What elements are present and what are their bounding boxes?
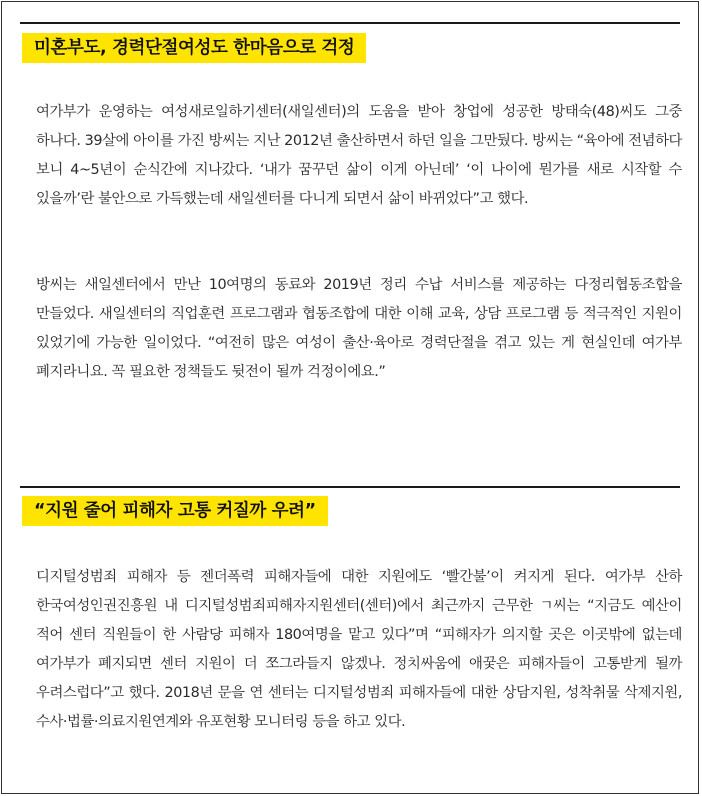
article-paragraph: 방씨는 새일센터에서 만난 10여명의 동료와 2019년 정리 수납 서비스를 제공하는 다정리협동조합을 만들었다. 새일센터의 직업훈련 프로그램과 협동조합에 대한 이해 교육, 상담 프로그램 등 적극적인 지원이 있었기에 가능한 일이었다. “여전히 많은 여성이 출산·육아로 경력단절을 겪고 있는 게 현실인데 여가부 폐지라니요. 꼭 필요한 정책들도 뒷전이 될까 걱정이에요.”	[36, 277, 682, 380]
section-heading: “지원 줄어 피해자 고통 커질까 우려”	[22, 496, 328, 526]
section-rule	[20, 22, 680, 24]
article-paragraph: 여가부가 운영하는 여성새로일하기센터(새일센터)의 도움을 받아 창업에 성공한 방태숙(48)씨도 그중 하나다. 39살에 아이를 가진 방씨는 지난 2012년 출산하면서 하던 일을 그만뒀다. 방씨는 “육아에 전념하다 보니 4~5년이 순식간에 지나갔다. ‘내가 꿈꾸던 삶이 이게 아닌데’ ‘이 나이에 뭔가를 새로 시작할 수 있을까’란 불안으로 가득했는데 새일센터를 다니게 되면서 삶이 바뀌었다”고 했다.	[36, 104, 682, 207]
article-frame	[1, 1, 699, 794]
article-paragraph: 디지털성범죄 피해자 등 젠더폭력 피해자들에 대한 지원에도 ‘빨간불’이 켜지게 된다. 여가부 산하 한국여성인권진흥원 내 디지털성범죄피해자지원센터(센터)에서 최근까지 근무한 ㄱ씨는 “지금도 예산이 적어 센터 직원들이 한 사람당 피해자 180여명을 맡고 있다”며 “피해자가 의지할 곳은 이곳밖에 없는데 여가부가 폐지되면 센터 지원이 더 쪼그라들지 않겠나. 정치싸움에 애꿎은 피해자들이 고통받게 될까 우려스럽다”고 했다. 2018년 문을 연 센터는 디지털성범죄 피해자들에 대한 상담지원, 성착취물 삭제지원, 수사·법률·의료지원연계와 유포현황 모니터링 등을 하고 있다.	[36, 569, 682, 730]
section-heading: 미혼부도, 경력단절여성도 한마음으로 걱정	[22, 33, 366, 63]
section-rule	[20, 486, 680, 488]
